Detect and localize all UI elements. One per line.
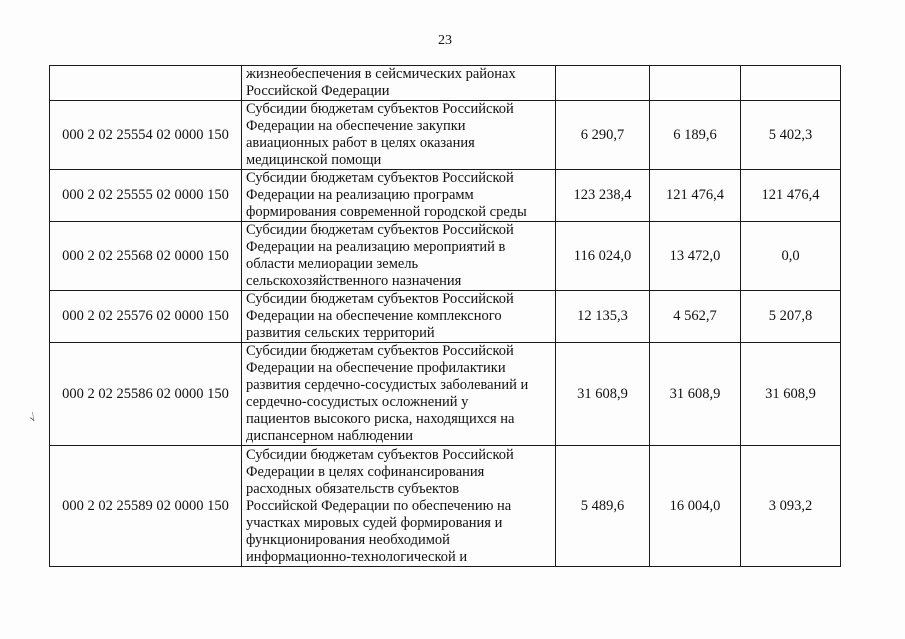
table-row	[50, 343, 841, 446]
row-value-1-cell: 123 238,4	[556, 170, 650, 222]
description-line: Субсидии бюджетам субъектов Российской	[246, 101, 514, 117]
row-value-1-cell: 31 608,9	[556, 343, 650, 446]
table-row	[50, 170, 841, 222]
row-description-cell	[242, 66, 556, 101]
description-line: Федерации на реализацию программ	[246, 187, 474, 203]
row-description-cell	[242, 291, 556, 343]
description-line: Федерации на реализацию мероприятий в	[246, 239, 506, 255]
description-line: медицинской помощи	[246, 152, 382, 168]
row-value-1-cell: 12 135,3	[556, 291, 650, 343]
description-line: Российской Федерации по обеспечению на	[246, 497, 512, 514]
row-value-3-cell	[741, 66, 841, 101]
description-line: расходных обязательств субъектов	[246, 480, 460, 497]
description-line: Федерации на обеспечение закупки	[246, 118, 466, 134]
row-value-3-cell: 121 476,4	[741, 170, 841, 222]
row-description-cell	[242, 446, 556, 567]
row-description-cell	[242, 343, 556, 446]
row-value-2-cell: 6 189,6	[650, 101, 741, 170]
description-line: Федерации в целях софинансирования	[246, 463, 485, 480]
table-row	[50, 101, 841, 170]
description-line: функционирования необходимой	[246, 531, 450, 548]
budget-table-body	[50, 66, 841, 567]
table-row	[50, 66, 841, 101]
description-line: сердечно-сосудистых осложнений у	[246, 394, 469, 410]
row-value-3-cell: 31 608,9	[741, 343, 841, 446]
description-line: диспансерном наблюдении	[246, 428, 413, 444]
row-value-2-cell: 121 476,4	[650, 170, 741, 222]
row-value-2-cell: 13 472,0	[650, 222, 741, 291]
row-value-2-cell: 16 004,0	[650, 446, 741, 567]
description-line: Федерации на обеспечение комплексного	[246, 308, 502, 324]
row-value-3-cell: 5 402,3	[741, 101, 841, 170]
budget-table	[49, 65, 841, 567]
row-description-cell	[242, 222, 556, 291]
description-line: формирования современной городской среды	[246, 204, 527, 220]
description-line: развития сердечно-сосудистых заболеваний и	[246, 377, 529, 393]
row-code-cell	[50, 66, 242, 101]
row-code-cell: 000 2 02 25576 02 0000 150	[50, 291, 242, 343]
description-line: Субсидии бюджетам субъектов Российской	[246, 291, 514, 307]
description-line: области мелиорации земель	[246, 256, 419, 272]
page-number: 23	[438, 33, 452, 48]
row-value-1-cell	[556, 66, 650, 101]
description-line: Субсидии бюджетам субъектов Российской	[246, 343, 514, 359]
description-line: Субсидии бюджетам субъектов Российской	[246, 170, 514, 186]
table-row	[50, 222, 841, 291]
row-value-1-cell: 5 489,6	[556, 446, 650, 567]
row-code-cell: 000 2 02 25589 02 0000 150	[50, 446, 242, 567]
description-line: жизнеобеспечения в сейсмических районах	[246, 66, 516, 82]
description-line: развития сельских территорий	[246, 325, 435, 341]
scan-mark: √	[27, 412, 39, 425]
row-code-cell: 000 2 02 25568 02 0000 150	[50, 222, 242, 291]
description-line: Федерации на обеспечение профилактики	[246, 360, 506, 376]
row-value-2-cell: 31 608,9	[650, 343, 741, 446]
row-value-3-cell: 3 093,2	[741, 446, 841, 567]
description-line: сельскохозяйственного назначения	[246, 273, 462, 289]
row-description-cell	[242, 101, 556, 170]
row-value-3-cell: 0,0	[741, 222, 841, 291]
description-line: информационно-технологической и	[246, 548, 468, 565]
description-line: Субсидии бюджетам субъектов Российской	[246, 446, 514, 463]
row-value-2-cell: 4 562,7	[650, 291, 741, 343]
row-description-cell	[242, 170, 556, 222]
row-value-2-cell	[650, 66, 741, 101]
row-code-cell: 000 2 02 25586 02 0000 150	[50, 343, 242, 446]
row-value-1-cell: 6 290,7	[556, 101, 650, 170]
row-code-cell: 000 2 02 25555 02 0000 150	[50, 170, 242, 222]
description-line: пациентов высокого риска, находящихся на	[246, 411, 515, 427]
description-line: участках мировых судей формирования и	[246, 514, 503, 531]
row-value-1-cell: 116 024,0	[556, 222, 650, 291]
row-value-3-cell: 5 207,8	[741, 291, 841, 343]
description-line: Субсидии бюджетам субъектов Российской	[246, 222, 514, 238]
table-row	[50, 291, 841, 343]
row-code-cell: 000 2 02 25554 02 0000 150	[50, 101, 242, 170]
description-line: Российской Федерации	[246, 83, 390, 99]
description-line: авиационных работ в целях оказания	[246, 135, 475, 151]
table-row	[50, 446, 841, 567]
